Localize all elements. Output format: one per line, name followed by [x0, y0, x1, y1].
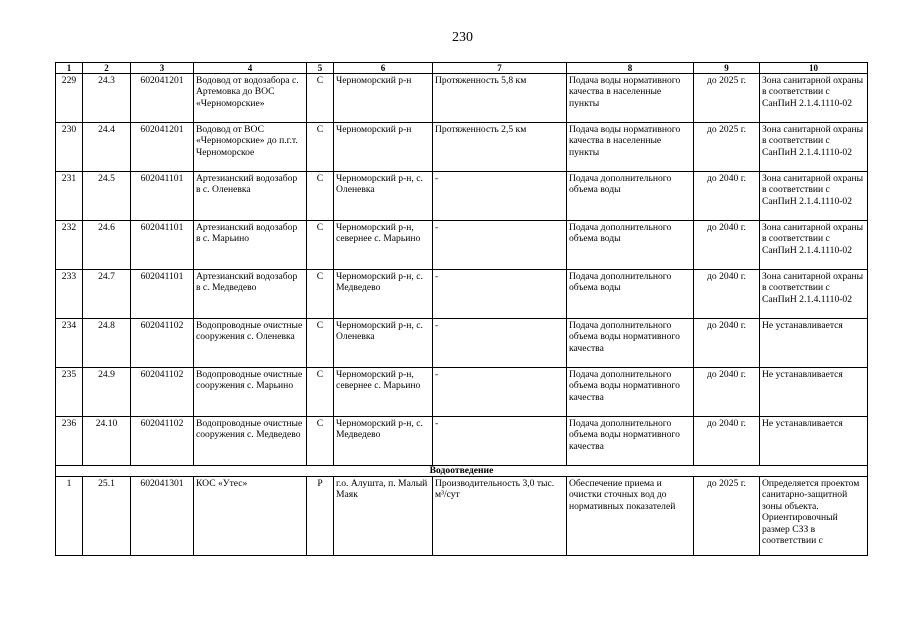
- cell-deadline: до 2040 г.: [694, 172, 760, 221]
- cell-zone: Определяется проектом санитарно-защитной зоны объекта. Ориентировочный размер СЗЗ в соответствии с: [760, 477, 868, 556]
- table-row: [56, 172, 868, 221]
- column-header-9: 9: [694, 63, 760, 74]
- cell-deadline: до 2040 г.: [694, 417, 760, 466]
- cell-code-number: 24.6: [83, 221, 131, 270]
- objects-table: [55, 62, 868, 556]
- cell-row-number: 234: [56, 319, 83, 368]
- table-row: [56, 417, 868, 466]
- cell-purpose: Подача воды нормативного качества в населенные пункты: [567, 74, 694, 123]
- cell-location: Черноморский р-н: [334, 74, 433, 123]
- cell-location: Черноморский р-н: [334, 123, 433, 172]
- table-header: [56, 63, 868, 74]
- cell-zone: Не устанавливается: [760, 368, 868, 417]
- column-header-6: 6: [334, 63, 433, 74]
- cell-row-number: 231: [56, 172, 83, 221]
- column-header-3: 3: [131, 63, 194, 74]
- table-row: [56, 368, 868, 417]
- cell-row-number: 232: [56, 221, 83, 270]
- cell-parameters: -: [433, 172, 567, 221]
- cell-code-number: 24.4: [83, 123, 131, 172]
- cell-object-name: Водопроводные очистные сооружения с. Медведево: [194, 417, 307, 466]
- table-row: [56, 477, 868, 556]
- cell-status: С: [307, 123, 334, 172]
- header-row: [56, 63, 868, 74]
- cell-zone: Зона санитарной охраны в соответствии с СанПиН 2.1.4.1110-02: [760, 74, 868, 123]
- cell-status: С: [307, 172, 334, 221]
- cell-object-code: 602041102: [131, 417, 194, 466]
- cell-object-code: 602041102: [131, 368, 194, 417]
- cell-deadline: до 2040 г.: [694, 319, 760, 368]
- cell-object-name: Артезианский водозабор в с. Марьино: [194, 221, 307, 270]
- cell-parameters: -: [433, 270, 567, 319]
- cell-purpose: Подача дополнительного объема воды нормативного качества: [567, 319, 694, 368]
- cell-zone: Зона санитарной охраны в соответствии с СанПиН 2.1.4.1110-02: [760, 270, 868, 319]
- cell-object-code: 602041301: [131, 477, 194, 556]
- cell-location: г.о. Алушта, п. Малый Маяк: [334, 477, 433, 556]
- cell-parameters: -: [433, 368, 567, 417]
- column-header-7: 7: [433, 63, 567, 74]
- cell-location: Черноморский р-н, с. Медведево: [334, 270, 433, 319]
- cell-object-name: КОС «Утес»: [194, 477, 307, 556]
- cell-purpose: Подача дополнительного объема воды нормативного качества: [567, 417, 694, 466]
- cell-object-code: 602041101: [131, 270, 194, 319]
- cell-object-name: Артезианский водозабор в с. Оленевка: [194, 172, 307, 221]
- cell-deadline: до 2025 г.: [694, 74, 760, 123]
- table-body: [56, 74, 868, 556]
- cell-location: Черноморский р-н, севернее с. Марьино: [334, 368, 433, 417]
- cell-row-number: 229: [56, 74, 83, 123]
- cell-deadline: до 2025 г.: [694, 477, 760, 556]
- cell-object-code: 602041101: [131, 172, 194, 221]
- section-row: [56, 466, 868, 477]
- cell-status: Р: [307, 477, 334, 556]
- cell-deadline: до 2040 г.: [694, 221, 760, 270]
- cell-code-number: 24.5: [83, 172, 131, 221]
- cell-parameters: -: [433, 319, 567, 368]
- section-title: Водоотведение: [56, 466, 868, 477]
- cell-deadline: до 2040 г.: [694, 368, 760, 417]
- cell-location: Черноморский р-н, с. Медведево: [334, 417, 433, 466]
- table-row: [56, 221, 868, 270]
- cell-zone: Не устанавливается: [760, 319, 868, 368]
- cell-deadline: до 2040 г.: [694, 270, 760, 319]
- cell-purpose: Подача дополнительного объема воды: [567, 221, 694, 270]
- cell-code-number: 24.9: [83, 368, 131, 417]
- cell-parameters: Протяженность 5,8 км: [433, 74, 567, 123]
- cell-code-number: 25.1: [83, 477, 131, 556]
- cell-zone: Зона санитарной охраны в соответствии с СанПиН 2.1.4.1110-02: [760, 221, 868, 270]
- cell-row-number: 230: [56, 123, 83, 172]
- cell-row-number: 235: [56, 368, 83, 417]
- cell-parameters: Протяженность 2,5 км: [433, 123, 567, 172]
- cell-purpose: Обеспечение приема и очистки сточных вод до нормативных показателей: [567, 477, 694, 556]
- column-header-4: 4: [194, 63, 307, 74]
- cell-purpose: Подача дополнительного объема воды: [567, 270, 694, 319]
- cell-location: Черноморский р-н, с. Оленевка: [334, 319, 433, 368]
- cell-purpose: Подача дополнительного объема воды нормативного качества: [567, 368, 694, 417]
- cell-status: С: [307, 319, 334, 368]
- cell-parameters: -: [433, 221, 567, 270]
- page-number: 230: [452, 30, 473, 45]
- cell-code-number: 24.7: [83, 270, 131, 319]
- cell-parameters: -: [433, 417, 567, 466]
- cell-location: Черноморский р-н, севернее с. Марьино: [334, 221, 433, 270]
- cell-object-name: Водовод от водозабора с. Артемовка до ВОС «Черноморские»: [194, 74, 307, 123]
- column-header-2: 2: [83, 63, 131, 74]
- cell-object-name: Водопроводные очистные сооружения с. Оленевка: [194, 319, 307, 368]
- cell-object-name: Водопроводные очистные сооружения с. Марьино: [194, 368, 307, 417]
- cell-zone: Не устанавливается: [760, 417, 868, 466]
- cell-deadline: до 2025 г.: [694, 123, 760, 172]
- cell-object-code: 602041102: [131, 319, 194, 368]
- column-header-5: 5: [307, 63, 334, 74]
- column-header-10: 10: [760, 63, 868, 74]
- cell-object-code: 602041101: [131, 221, 194, 270]
- cell-status: С: [307, 417, 334, 466]
- cell-parameters: Производительность 3,0 тыс. м³/сут: [433, 477, 567, 556]
- cell-code-number: 24.8: [83, 319, 131, 368]
- cell-row-number: 1: [56, 477, 83, 556]
- cell-zone: Зона санитарной охраны в соответствии с СанПиН 2.1.4.1110-02: [760, 172, 868, 221]
- column-header-1: 1: [56, 63, 83, 74]
- cell-object-code: 602041201: [131, 123, 194, 172]
- cell-zone: Зона санитарной охраны в соответствии с СанПиН 2.1.4.1110-02: [760, 123, 868, 172]
- cell-row-number: 236: [56, 417, 83, 466]
- cell-object-name: Водовод от ВОС «Черноморские» до п.г.т. Черноморское: [194, 123, 307, 172]
- cell-purpose: Подача воды нормативного качества в населенные пункты: [567, 123, 694, 172]
- cell-status: С: [307, 368, 334, 417]
- cell-object-code: 602041201: [131, 74, 194, 123]
- table-row: [56, 319, 868, 368]
- column-header-8: 8: [567, 63, 694, 74]
- cell-purpose: Подача дополнительного объема воды: [567, 172, 694, 221]
- cell-object-name: Артезианский водозабор в с. Медведево: [194, 270, 307, 319]
- cell-status: С: [307, 74, 334, 123]
- cell-row-number: 233: [56, 270, 83, 319]
- table-row: [56, 123, 868, 172]
- cell-code-number: 24.10: [83, 417, 131, 466]
- cell-status: С: [307, 221, 334, 270]
- cell-code-number: 24.3: [83, 74, 131, 123]
- cell-location: Черноморский р-н, с. Оленевка: [334, 172, 433, 221]
- cell-status: С: [307, 270, 334, 319]
- table-row: [56, 74, 868, 123]
- table-row: [56, 270, 868, 319]
